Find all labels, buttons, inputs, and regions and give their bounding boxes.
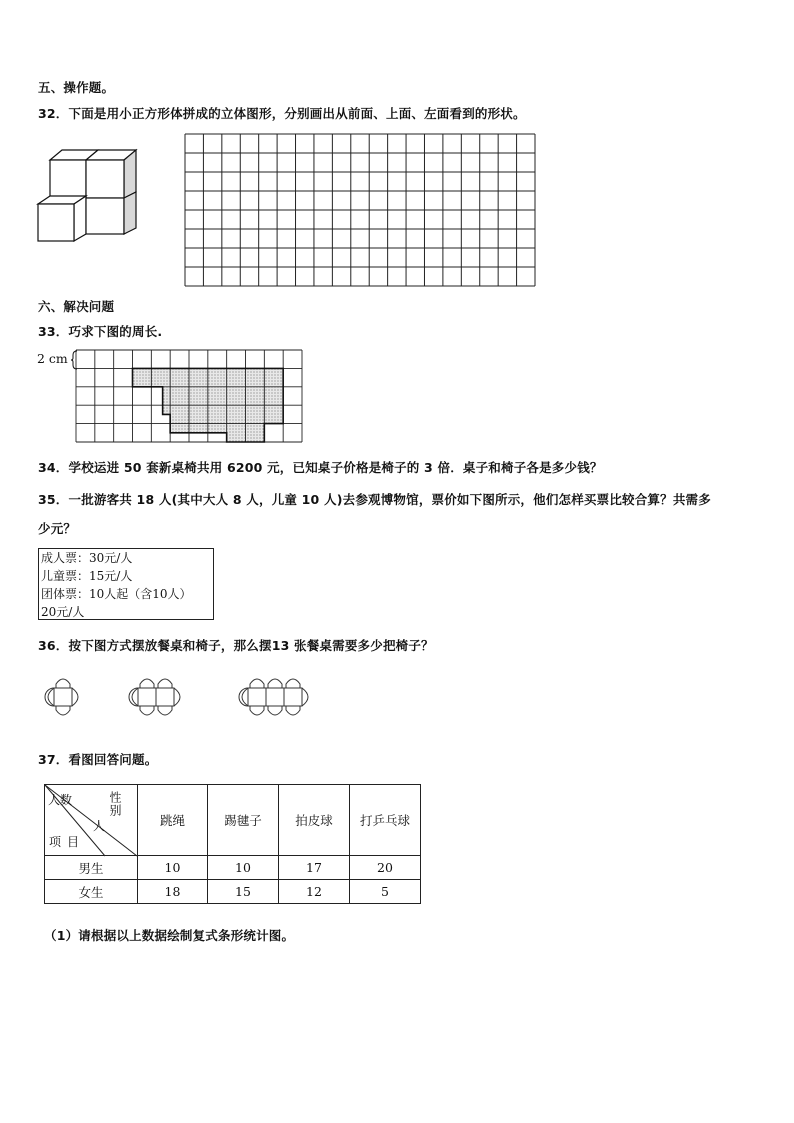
section-6-title: 六、解决问题 (38, 299, 115, 314)
chair (286, 679, 300, 688)
corner-gender: 性别 (108, 791, 122, 817)
table (156, 688, 174, 706)
table (138, 688, 156, 706)
cell: 10 (138, 856, 208, 880)
price-group-rate: 20元/人 (41, 605, 85, 619)
price-child: 儿童票：15元/人 (41, 569, 133, 583)
scale-label: 2 cm (37, 351, 68, 366)
cell: 20 (350, 856, 421, 880)
price-list (38, 548, 214, 620)
cell: 5 (350, 880, 421, 904)
chair (268, 679, 282, 688)
table-chair-figure (38, 676, 368, 726)
chair (140, 679, 154, 688)
col-header: 打乒乓球 (350, 785, 421, 856)
price-adult: 成人票：30元/人 (41, 551, 133, 565)
chair (158, 679, 172, 688)
header-corner (45, 785, 138, 856)
chair (56, 679, 70, 688)
table (284, 688, 302, 706)
section-5-title: 五、操作题。 (38, 80, 115, 95)
chair (158, 706, 172, 715)
corner-unit: 人 (93, 819, 106, 833)
table-row (45, 856, 421, 880)
chair (140, 706, 154, 715)
row-label: 男生 (45, 856, 138, 880)
cube-figure (36, 146, 146, 246)
question-37: 37．看图回答问题。 (38, 752, 158, 767)
chair (268, 706, 282, 715)
question-32: 32．下面是用小正方形体拼成的立体图形，分别画出从前面、上面、左面看到的形状。 (38, 106, 526, 121)
corner-item: 项目 (49, 835, 86, 849)
perimeter-figure (76, 350, 304, 444)
price-group: 团体票：10人起（含10人） (41, 587, 192, 601)
sports-table (44, 784, 421, 904)
col-header: 踢毽子 (208, 785, 279, 856)
cell: 15 (208, 880, 279, 904)
chair (56, 706, 70, 715)
row-label: 女生 (45, 880, 138, 904)
table (266, 688, 284, 706)
answer-grid[interactable] (185, 134, 535, 286)
col-header: 拍皮球 (279, 785, 350, 856)
chair (72, 688, 78, 706)
subquestion-1: （1）请根据以上数据绘制复式条形统计图。 (44, 928, 295, 943)
corner-count: 人数 (48, 793, 73, 807)
chair (302, 688, 308, 706)
col-header: 跳绳 (138, 785, 208, 856)
chair (174, 688, 180, 706)
chair (250, 706, 264, 715)
question-34: 34．学校运进 50 套新桌椅共用 6200 元，已知桌子价格是椅子的 3 倍．桌子和椅子各是多少钱？ (38, 460, 603, 475)
question-35-line1: 35．一批游客共 18 人(其中大人 8 人，儿童 10 人)去参观博物馆，票价如下图所示，他们怎样买票比较合算？共需多 (38, 492, 711, 507)
cell: 18 (138, 880, 208, 904)
chair (286, 706, 300, 715)
question-36: 36．按下图方式摆放餐桌和椅子，那么摆13 张餐桌需要多少把椅子？ (38, 638, 434, 653)
table (54, 688, 72, 706)
table (248, 688, 266, 706)
question-35-line2: 少元？ (38, 521, 77, 536)
question-33: 33．巧求下图的周长. (38, 324, 163, 339)
table-row (45, 880, 421, 904)
chair (250, 679, 264, 688)
cell: 12 (279, 880, 350, 904)
cell: 10 (208, 856, 279, 880)
cell: 17 (279, 856, 350, 880)
